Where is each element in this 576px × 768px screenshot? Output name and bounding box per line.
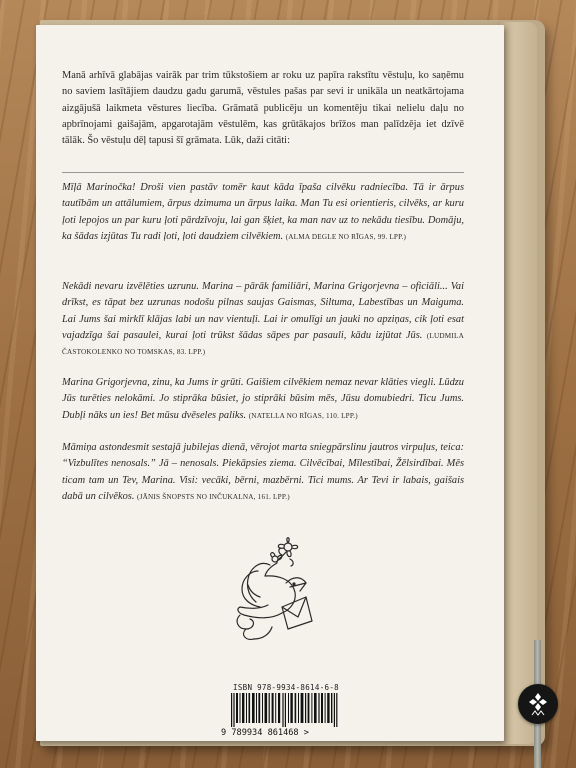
quote-3-source: (NATELLA NO RĪGAS, 110. LPP.) [248,411,358,420]
quote-4-text: Māmiņa astondesmit sestajā jubilejas dienā, vērojot marta sniegpārslinu jautros virpuļus, teica: “Vizbulītes nenosals.” Jā – nenosals. Piekāpsies ziema. Cilvēcībai, Mīlestībai, Žēlsirdībai. Mēs ticam tam un Tev, Marina. Visi: vecāki, bērni, mazbērni. Tici mums. Ar Tevi ir labais, gaišais dabā un cilvēkos. [62,442,464,502]
quote-2 [62,279,464,360]
flower-icon [271,538,298,566]
quote-1 [62,180,464,245]
quote-1-text: Mīļā Marinočka! Droši vien pastāv tomēr kaut kāda īpaša cilvēku radniecība. Tā ir ārpus tautībām un attālumiem, ārpus dzimuma un ārpus laika. Man Tu esi orientieris, cilvēks, ar kuru ļoti lepojos un par kuru ļoti pārdzīvoju, lai gan šķiet, ka man nav uz to nekādu tiesību. Domāju, ka šādas izjūtas Tu radi ļoti, ļoti daudziem cilvēkiem. [62,182,464,242]
barcode-bars [225,693,347,727]
quote-1-source: (ALMA DEGLE NO RĪGAS, 99. LPP.) [285,232,407,241]
quote-4-source: (JĀNIS ŠNOPSTS NO INČUKALNA, 161. LPP.) [137,492,290,501]
quote-3 [62,375,464,424]
isbn-label: ISBN 978-9934-8614-6-8 [233,683,339,692]
watermark-logo-icon [518,684,558,724]
intro-paragraph: Manā arhīvā glabājas vairāk par trim tūkstošiem ar roku uz papīra rakstītu vēstuļu, ko saņēmu no saviem lasītājiem daudzu gadu garumā, vēstules pašas par sevi ir unikāla un neatkārtojama aizgājušā laikmeta vēstures liecība. Grāmatā publicēju un komentēju tikai nelielu daļu no apbrīnojami gaišajām, apgarotajām vēstulēm, kas grūtākajos brīžos man palīdzēja iet dzīvē tālāk. Šo vēstuļu dēļ tapusi šī grāmata. Lūk, daži citāti: [62,70,464,147]
quote-2-source: (LUDMILA ČASTOKOLENKO NO TOMSKAS, 83. LPP.) [62,331,464,357]
divider-line [62,172,464,173]
dove-with-flower-and-envelope-icon [220,535,320,645]
isbn-barcode [221,683,351,741]
quote-3-text: Marina Grigorjevna, zinu, ka Jums ir grūti. Gaišiem cilvēkiem nemaz nevar klāties viegli. Lūdzu Jūs turēties nelokāmi. Jo stiprāka būsiet, jo stiprāki būsim mēs, Jūsu domubiedri. Ticu Jums. Dubļi nāks un ies! Bet mūsu dvēseles paliks. [62,377,464,421]
barcode-digits: 9 789934 861468 > [221,728,309,738]
quote-2-text: Nekādi nevaru izvēlēties uzrunu. Marina – pārāk familiāri, Marina Grigorjevna – oficiāli... Vai drīkst, es tāpat bez uzrunas nodošu pilnas saujas Gaismas, Siltuma, Labestības un Maiguma. Lai Jums šai mirklī klājas labi un nav vientuļi. Lai ir omulīgi un jauki no apziņas, cik ļoti esat vajadzīga šai pasaulei, kurai ļoti trūkst šādas sāpes par pasauli, kādu izjūtat Jūs. [62,281,464,341]
quote-4 [62,440,464,505]
